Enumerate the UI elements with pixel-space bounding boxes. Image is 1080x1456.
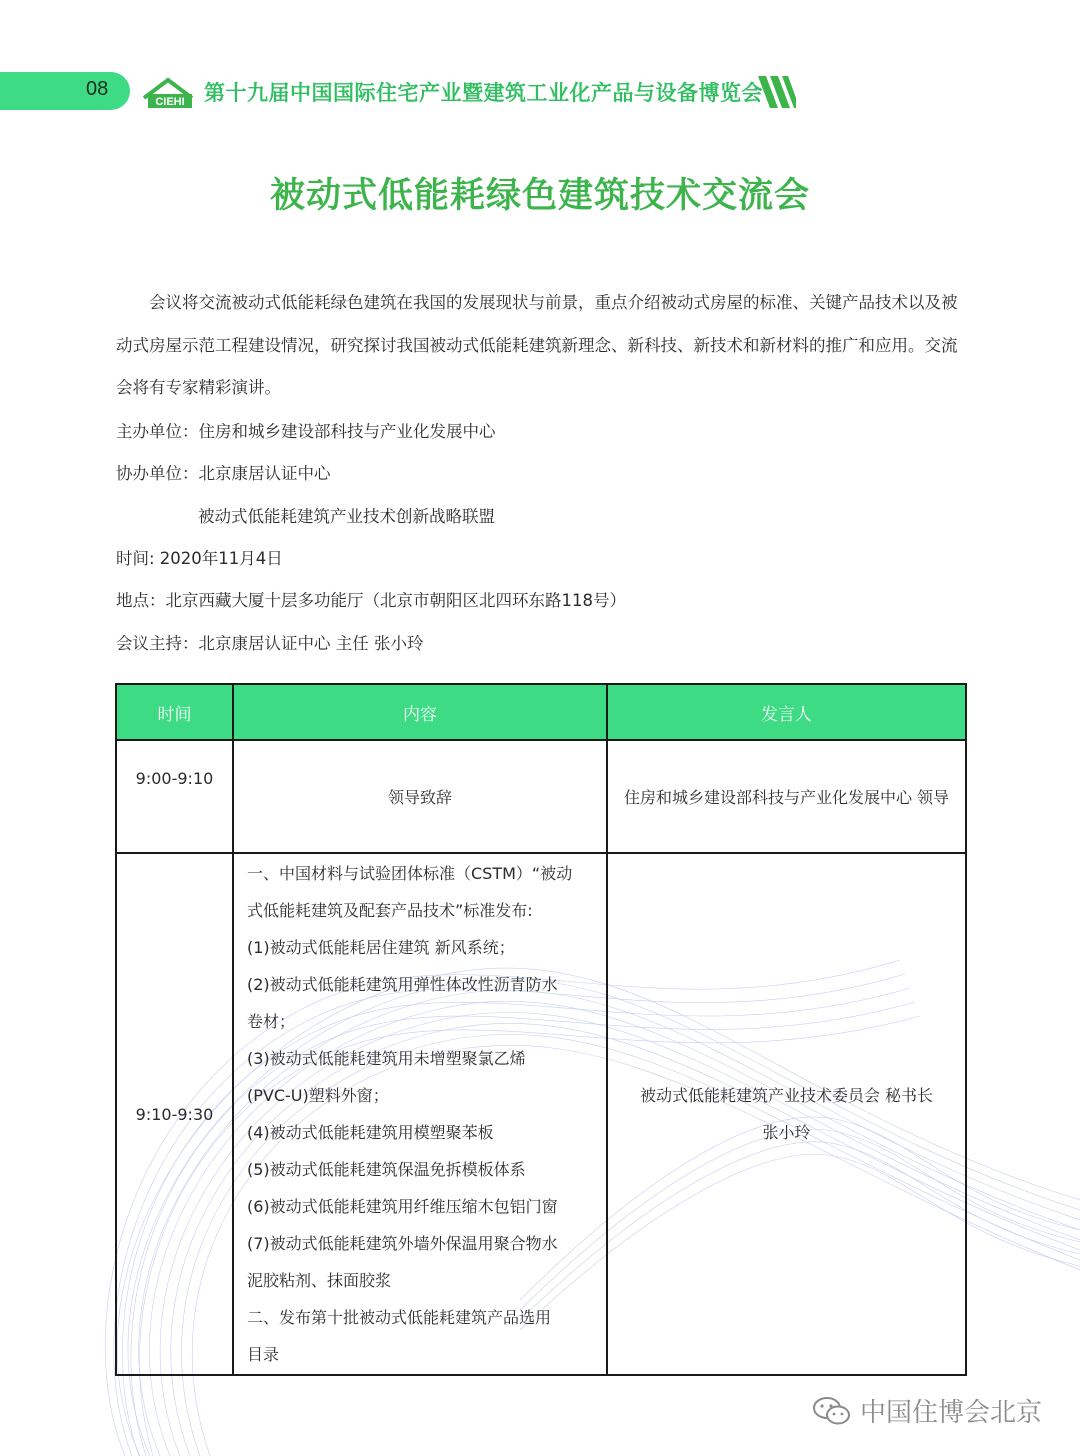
time-cell: 9:10-9:30 xyxy=(116,853,233,1375)
expo-title: 第十九届中国国际住宅产业暨建筑工业化产品与设备博览会 xyxy=(204,80,763,105)
list-item: (4)被动式低能耗建筑用模塑聚苯板 xyxy=(247,1123,494,1142)
speaker-cell: 住房和城乡建设部科技与产业化发展中心 领导 xyxy=(607,740,966,853)
speaker-name: 张小玲 xyxy=(762,1123,811,1142)
list-item: (2)被动式低能耗建筑用弹性体改性沥青防水 xyxy=(247,975,558,994)
host-line: 会议主持：北京康居认证中心 主任 张小玲 xyxy=(116,634,424,653)
list-item: (6)被动式低能耗建筑用纤维压缩木包铝门窗 xyxy=(247,1197,558,1216)
header-band xyxy=(0,72,130,110)
table-header-row xyxy=(116,684,966,740)
list-item: (PVC-U)塑料外窗； xyxy=(247,1086,389,1105)
list-item: 式低能耗建筑及配套产品技术”标准发布: xyxy=(247,901,533,920)
watermark-text: 中国住博会北京 xyxy=(860,1398,1043,1428)
header-speaker: 发言人 xyxy=(607,684,966,740)
speaker-title: 被动式低能耗建筑产业技术委员会 秘书长 xyxy=(639,1086,934,1105)
page-title: 被动式低能耗绿色建筑技术交流会 xyxy=(269,175,810,216)
co-organizer-line-2: 被动式低能耗建筑产业技术创新战略联盟 xyxy=(198,507,495,526)
list-item: 泥胶粘剂、抹面胶浆 xyxy=(247,1271,392,1290)
list-item: (5)被动式低能耗建筑保温免拆模板体系 xyxy=(247,1160,526,1179)
ciehi-logo-icon xyxy=(140,74,200,114)
page-number: 08 xyxy=(86,78,109,100)
wechat-icon xyxy=(812,1395,852,1427)
logo-text: CIEHI xyxy=(155,96,185,108)
list-item: 卷材； xyxy=(247,1012,296,1031)
venue-line: 地点：北京西藏大厦十层多功能厅（北京市朝阳区北四环东路118号） xyxy=(116,591,626,610)
co-organizer-line: 协办单位：北京康居认证中心 xyxy=(116,464,331,483)
list-item: 一、中国材料与试验团体标准（CSTM）“被动 xyxy=(247,864,573,883)
time-line: 时间: 2020年11月4日 xyxy=(116,549,283,568)
header-time: 时间 xyxy=(116,684,233,740)
content-cell: 领导致辞 xyxy=(233,740,607,853)
list-item: (1)被动式低能耗居住建筑 新风系统； xyxy=(247,938,515,957)
list-item: (7)被动式低能耗建筑外墙外保温用聚合物水 xyxy=(247,1234,558,1253)
time-cell: 9:00-9:10 xyxy=(116,740,233,853)
watermark xyxy=(812,1392,1042,1429)
content-list xyxy=(235,855,605,1373)
slash-decoration-icon xyxy=(758,76,796,108)
list-item: 目录 xyxy=(247,1345,280,1364)
table-row xyxy=(116,740,966,853)
header-content: 内容 xyxy=(233,684,607,740)
list-item: (3)被动式低能耗建筑用未增塑聚氯乙烯 xyxy=(247,1049,526,1068)
content-cell xyxy=(233,853,607,1375)
schedule-table xyxy=(115,683,967,1376)
organizer-line: 主办单位：住房和城乡建设部科技与产业化发展中心 xyxy=(116,422,496,441)
table-row xyxy=(116,853,966,1375)
intro-paragraph: 会议将交流被动式低能耗绿色建筑在我国的发展现状与前景，重点介绍被动式房屋的标准、关键产品技术以及被动式房屋示范工程建设情况，研究探讨我国被动式低能耗建筑新理念、新科技、新技术和新材料的推广和应用。交流会将有专家精彩演讲。 xyxy=(116,293,958,397)
speaker-cell xyxy=(607,853,966,1375)
list-item: 二、发布第十批被动式低能耗建筑产品选用 xyxy=(247,1308,552,1327)
